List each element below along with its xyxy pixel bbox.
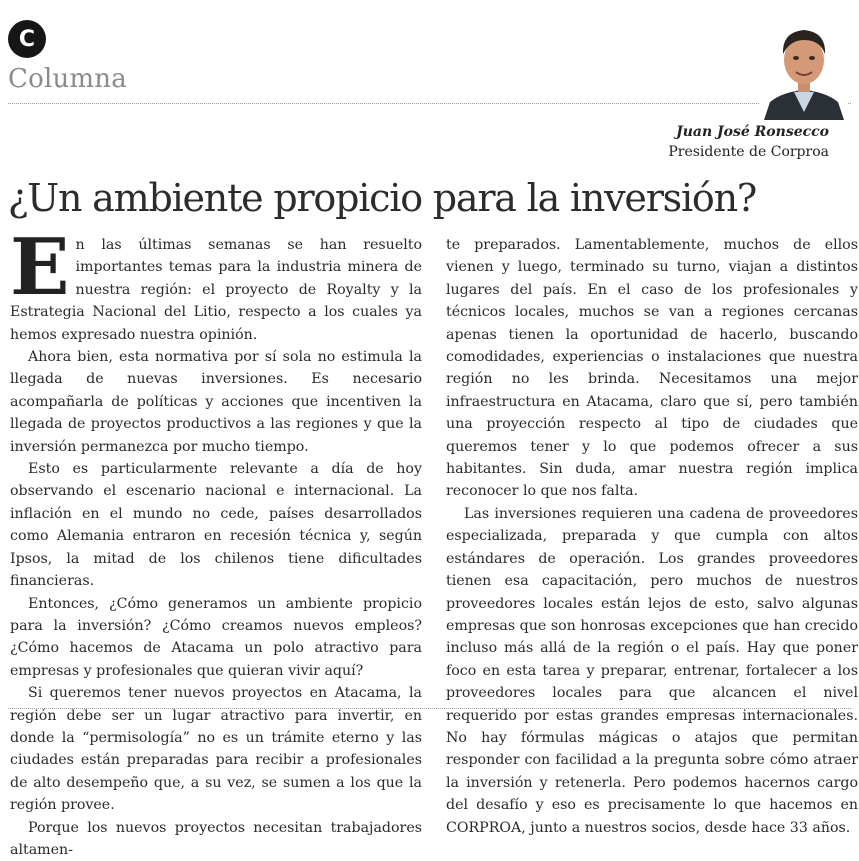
author-role: Presidente de Corproa xyxy=(668,144,829,160)
article-paragraph xyxy=(10,222,422,346)
author-photo xyxy=(760,16,848,120)
author-name: Juan José Ronsecco xyxy=(676,124,829,140)
article-paragraph: Si queremos tener nuevos proyectos en Atacama, la región debe ser un lugar atractivo para invertir, en donde la “permisología” no es un trámite eterno y las ciudades están preparadas para recibir a profesionales de alto desempeño que, a su vez, se sumen a los que la región provee. xyxy=(10,685,422,814)
author-portrait-icon xyxy=(760,16,848,120)
bottom-divider xyxy=(8,708,851,709)
paragraph-text: n las últimas semanas se han resuelto importantes temas para la industria minera de nuestra región: el proyecto de Royalty y la Estrategia Nacional del Litio, respecto a los cuales ya hemos expresado nuestra opinión. xyxy=(10,237,422,343)
article-paragraph: Las inversiones requieren una cadena de proveedores especializada, preparada y que cumpla con altos estándares de operación. Los grandes proveedores tienen esa capacitación, pero muchos de nuestros proveedores locales están lejos de esto, salvo algunas empresas que son honrosas excepciones que han crecido incluso más allá de la región o el país. Hay que poner foco en esta tarea y preparar, entrenar, fortalecer a los proveedores locales para que alcancen el nivel requerido por estas grandes empresas internacionales. No hay fórmulas mágicas o atajos que permitan responder con facilidad a la pregunta sobre cómo atraer la inversión y retenerla. Pero podemos hacernos cargo del desafío y eso es precisamente lo que hacemos en CORPROA, junto a nuestros socios, desde hace 33 años. xyxy=(446,505,858,836)
drop-cap: E xyxy=(10,222,70,313)
article-paragraph: te preparados. Lamentablemente, muchos de ellos vienen y luego, terminado su turno, viajan a distintos lugares del país. En el caso de los profesionales y técnicos locales, muchos se van a regiones cercanas apenas tienen la oportunidad de hacerlo, buscando comodidades, experiencias o instalaciones que nuestra región no les brinda. Necesitamos una mejor infraestructura en Atacama, claro que sí, pero también una proyección respecto al tipo de ciudades que queremos tener y lo que podemos ofrecer a sus habitantes. Sin duda, amar nuestra región implica reconocer lo que nos falta. xyxy=(446,237,858,500)
article-paragraph: Porque los nuevos proyectos necesitan trabajadores altamen- xyxy=(10,819,422,858)
author-byline xyxy=(668,122,829,162)
article-paragraph: Entonces, ¿Cómo generamos un ambiente propicio para la inversión? ¿Cómo creamos nuevos empleos? ¿Cómo hacemos de Atacama un polo atractivo para empresas y profesionales que quieran vivir aquí? xyxy=(10,595,422,679)
article-column-left xyxy=(10,222,422,861)
column-badge: C xyxy=(8,20,46,58)
section-label: Columna xyxy=(8,64,127,94)
article-column-right xyxy=(446,234,858,839)
article-paragraph: Ahora bien, esta normativa por sí sola no estimula la llegada de nuevas inversiones. Es necesario acompañarla de políticas y acciones que incentiven la llegada de proyectos productivos a las regiones y que la inversión permanezca por mucho tiempo. xyxy=(10,349,422,455)
article-title: ¿Un ambiente propicio para la inversión? xyxy=(8,176,757,220)
top-divider xyxy=(8,103,851,104)
article-paragraph: Esto es particularmente relevante a día de hoy observando el escenario nacional e internacional. La inflación en el mundo no cede, países desarrollados como Alemania entraron en recesión técnica y, según Ipsos, la mitad de los chilenos tiene dificultades financieras. xyxy=(10,461,422,590)
